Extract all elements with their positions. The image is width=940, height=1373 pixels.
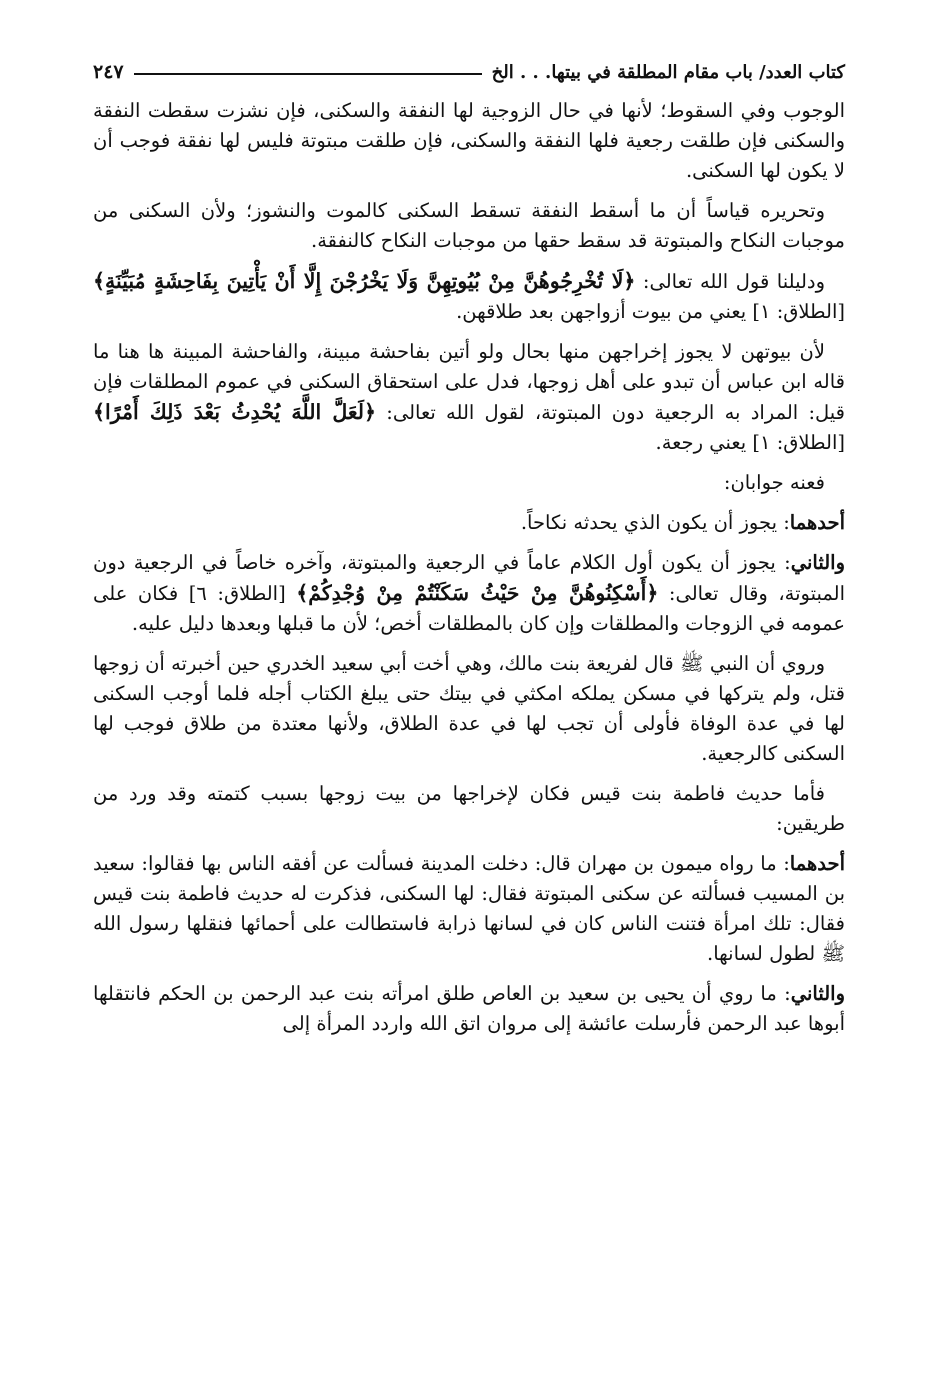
page-number: ٢٤٧ xyxy=(93,61,124,83)
verse-reference: [الطلاق: ١] يعني رجعة. xyxy=(655,431,845,454)
paragraph xyxy=(93,779,845,839)
verse-reference: [الطلاق: ١] يعني من بيوت أزواجهن بعد طلاقهن. xyxy=(456,300,845,323)
quran-verse: ﴿لَا تُخْرِجُوهُنَّ مِنْ بُيُوتِهِنَّ وَلَا يَخْرُجْنَ إِلَّا أَنْ يَأْتِينَ بِفَاحِشَةٍ مُبَيِّنَةٍ﴾ xyxy=(93,269,636,293)
quran-verse: ﴿لَعَلَّ اللَّهَ يُحْدِثُ بَعْدَ ذَلِكَ أَمْرًا﴾ xyxy=(93,400,377,424)
paragraph xyxy=(93,96,845,186)
answer-lead: والثاني xyxy=(790,982,845,1005)
answer-lead: أحدهما xyxy=(789,852,845,875)
paragraph xyxy=(93,508,845,538)
verse-reference: [الطلاق: ٦] فكان على عمومه في الزوجات والمطلقات وإن كان بالمطلقات أخص؛ لأن ما قبلها وبعدها دليل عليه. xyxy=(93,582,845,635)
paragraph-text: وتحريره قياساً أن ما أسقط النفقة تسقط السكنى كالموت والنشوز؛ ولأن السكنى من موجبات النكاح والمبتوتة قد سقط حقها من موجبات النكاح كالنفقة. xyxy=(93,199,845,252)
paragraph-text: : ما روي أن يحيى بن سعيد بن العاص طلق امرأته بنت عبد الرحمن بن الحكم فانتقلها أبوها عبد الرحمن فأرسلت عائشة إلى مروان اتق الله واردد المرأة إلى xyxy=(93,982,845,1035)
header-rule xyxy=(134,73,482,75)
paragraph-text: : يجوز أن يكون الذي يحدثه نكاحاً. xyxy=(520,511,790,534)
paragraph-text: : ما رواه ميمون بن مهران قال: دخلت المدينة فسألت عن أفقه الناس بها فقالوا: سعيد بن المسيب فسألته عن سكنى المبتوتة فقال: لها السكنى، فذكرت له حديث فاطمة بنت قيس فقال: تلك امرأة فتنت الناس كان في لسانها ذرابة فاستطالت على أحمائها فنقلها رسول الله ﷺ لطول لسانها. xyxy=(93,852,845,965)
paragraph-text: : يجوز أن يكون أول الكلام عاماً في الرجعية والمبتوتة، وآخره خاصاً في الرجعية دون المبتوتة، وقال تعالى: xyxy=(93,551,845,605)
paragraph xyxy=(93,196,845,256)
paragraph xyxy=(93,337,845,458)
paragraph-text: فعنه جوابان: xyxy=(723,471,825,494)
paragraph xyxy=(93,468,845,498)
paragraph xyxy=(93,266,845,327)
chapter-title: كتاب العدد/ باب مقام المطلقة في بيتها. . . الخ xyxy=(491,61,845,83)
book-page xyxy=(93,52,845,1049)
paragraph-text: فأما حديث فاطمة بنت قيس فكان لإخراجها من بيت زوجها بسبب كتمته وقد ورد من طريقين: xyxy=(93,782,845,835)
paragraph xyxy=(93,548,845,639)
paragraph xyxy=(93,849,845,969)
paragraph-text: ودليلنا قول الله تعالى: xyxy=(635,270,825,293)
answer-lead: أحدهما xyxy=(789,511,845,534)
paragraph-text: وروي أن النبي ﷺ قال لفريعة بنت مالك، وهي أخت أبي سعيد الخدري حين أخبرته أن زوجها قتل، ولم يتركها في مسكن يملكه امكثي في بيتك حتى يبلغ الكتاب أجله فلما أوجب السكنى لها في عدة الوفاة فأولى أن تجب لها في عدة الطلاق، ولأنها معتدة من طلاق فوجب لها السكنى كالرجعية. xyxy=(93,652,845,765)
body-text xyxy=(93,96,845,1039)
quran-verse: ﴿أَسْكِنُوهُنَّ مِنْ حَيْثُ سَكَنْتُمْ مِنْ وُجْدِكُمْ﴾ xyxy=(296,581,659,605)
paragraph xyxy=(93,979,845,1039)
answer-lead: والثاني xyxy=(790,551,845,574)
paragraph-text: الوجوب وفي السقوط؛ لأنها في حال الزوجية لها النفقة والسكنى، فإن نشزت سقطت النفقة والسكنى فإن طلقت رجعية فلها النفقة والسكنى، فإن طلقت مبتوتة فليس لها نفقة فوجب أن لا يكون لها السكنى. xyxy=(93,99,845,182)
paragraph-text: لأن بيوتهن لا يجوز إخراجهن منها بحال ولو أتين بفاحشة مبينة، والفاحشة المبينة ها هنا ما قاله ابن عباس أن تبدو على أهل زوجها، فدل على استحقاق السكنى في عموم المطلقات فإن قيل: المراد به الرجعية دون المبتوتة، لقول الله تعالى: xyxy=(93,340,845,424)
paragraph xyxy=(93,649,845,769)
running-head xyxy=(93,52,845,92)
